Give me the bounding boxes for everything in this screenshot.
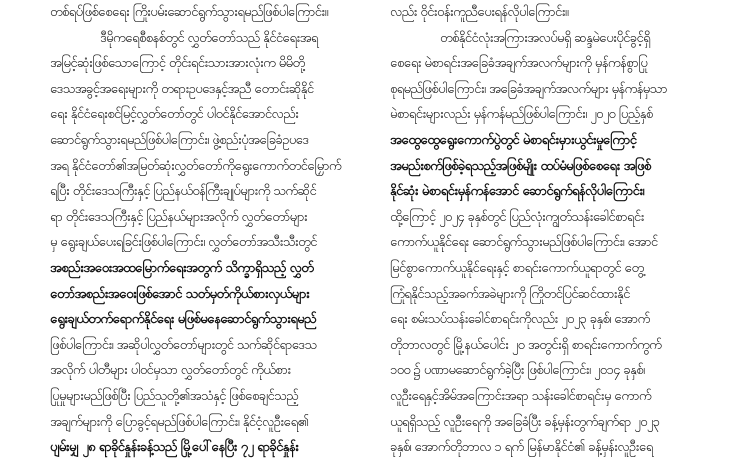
left-text-column <box>50 0 385 461</box>
text-line: နိုင်ဆုံး မဲစာရင်းမှန်ကန်အောင် ဆောင်ရွက်ရန်လိုပါကြောင်း၊ <box>390 184 644 200</box>
text-line: အစည်းအဝေးအထမြောက်ရေးအတွက် သိက္ခာရှိသည့် လွှတ် <box>50 260 314 276</box>
text-line: ခုနှစ်၊ အောက်တိုဘာလ ၁ ရက် မြန်မာနိုင်ငံ၏ ခန့်မှန်းလူဦးရေ <box>390 440 653 456</box>
text-line: စုရမည်ဖြစ်ပါကြောင်း၊ အခြေခံအချက်အလက်များ မှန်ကန်မှသာ <box>390 81 667 97</box>
text-line: အမြင့်ဆုံးဖြစ်သောကြောင့် တိုင်းရင်းသားအားလုံးက မိမိတို့ <box>50 56 305 72</box>
text-line: ယူရရှိသည့် လူဦးရေကို အခြေခံပြီး ခန့်မှန်းတွက်ချက်ရာ ၂၀၂၃ <box>390 414 660 430</box>
text-line: တစ်ရပ်ဖြစ်စေရေး ကြိုးပမ်းဆောင်ရွက်သွားရမည်ဖြစ်ပါကြောင်း။ <box>50 5 328 20</box>
text-line: ဖြစ်ပါကြောင်း၊ အဆိုပါလွှတ်တော်များတွင် သက်ဆိုင်ရာဒေသ <box>50 337 317 353</box>
text-line: ၁၀၀ ၌ ပဏာမဆောင်ရွက်ခဲ့ပြီး ဖြစ်ပါကြောင်း၊ ၂၀၁၄ ခုနှစ်၊ <box>390 363 645 379</box>
text-line: ဆောင်ရွက်သွားရမည်ဖြစ်ပါကြောင်း၊ ဖွဲ့စည်းပုံအခြေခံဥပဒေ <box>50 132 309 148</box>
text-line: ရပြီး တိုင်းဒေသကြီးနှင့် ပြည်နယ်ဝန်ကြီးချုပ်များကို သက်ဆိုင် <box>50 184 317 200</box>
text-line: ရေး နိုင်ငံရေးစင်မြင့်လွှတ်တော်တွင် ပါဝင်နိုင်အောင်လည်း <box>50 107 299 123</box>
text-line: ရာ တိုင်းဒေသကြီးနှင့် ပြည်နယ်များအလိုက် လွှတ်တော်များ <box>50 209 308 225</box>
text-line: မဲစာရင်းများလည်း မှန်ကန်မည်ဖြစ်ပါကြောင်း၊ ၂၀၂၀ ပြည့်နှစ် <box>390 107 653 123</box>
text-line: အလိုက် ပါတီများ ပါဝင်မှသာ လွှတ်တော်တွင် ကိုယ်စား <box>50 363 291 379</box>
right-text-column <box>390 0 725 461</box>
text-line: ကောက်ယူနိုင်ရေး ဆောင်ရွက်သွားမည်ဖြစ်ပါကြောင်း၊ အောင် <box>390 235 658 251</box>
text-line: ပျမ်းမျှ ၂၈ ရာခိုင်နှုန်းခန့်သည် မြို့ပေါ်နေပြီး ၇၂ ရာခိုင်နှုန်း <box>50 440 299 456</box>
text-line: လူဦးရေနှင့်အိမ်အကြောင်းအရာ သန်းခေါင်စာရင်းမှ ကောက် <box>390 388 651 404</box>
text-line: မှ ရွေးချယ်ပေးရခြင်းဖြစ်ပါကြောင်း၊ လွှတ်တော်အသီးသီးတွင် <box>50 235 317 251</box>
text-line: ရေး စမ်းသပ်သန်းခေါင်စာရင်းကိုလည်း ၂၀၂၃ ခုနှစ်၊ အောက် <box>390 312 650 328</box>
text-line: ဒီမိုကရေစီစနစ်တွင် လွှတ်တော်သည် နိုင်ငံရေးအရ <box>100 30 318 46</box>
text-line: ထို့ကြောင့် ၂၀၂၄ ခုနှစ်တွင် ပြည်လုံးကျွတ်သန်းခေါင်စာရင်း <box>390 209 644 225</box>
text-line: တိုဘာလတွင် မြို့နယ်ပေါင်း ၂၀ အတွင်းရှိ စာရင်းကောက်ကွက် <box>390 337 662 353</box>
text-line: ကြုံရနိုင်သည့်အခက်အခဲများကို ကြိုတင်ပြင်ဆင်ထားနိုင် <box>390 286 630 302</box>
text-line: တစ်နိုင်ငံလုံးအကြားအလပ်မရှိ ဆန္ဒမဲပေးပိုင်ခွင့်ရှိ <box>440 30 650 46</box>
text-line: တော်အစည်းအဝေးဖြစ်အောင် သတ်မှတ်ကိုယ်စားလှယ်များ <box>50 286 310 302</box>
text-line: လည်း ဝိုင်းဝန်းကူညီပေးရန်လိုပါကြောင်း။ <box>390 5 569 20</box>
text-line: အထွေထွေရွေးကောက်ပွဲတွင် မဲစာရင်းမှားယွင်းမှုကြောင့် <box>390 132 637 148</box>
text-line: ရွေးချယ်တက်ရောက်နိုင်ရေး မဖြစ်မနေဆောင်ရွက်သွားရမည် <box>50 312 317 328</box>
text-line: ပြုမှုများမည်ဖြစ်ပြီး ပြည်သူတို့၏အသံနှင့် ဖြစ်စေချင်သည့် <box>50 388 299 404</box>
text-line: ဒေသအခွင့်အရေးများကို တရားဥပဒေနှင့်အညီ တောင်းဆိုနိုင် <box>50 81 314 97</box>
text-line: အမည်းစက်ဖြစ်ခဲ့ရသည့်အဖြစ်မျိုး ထပ်မံမဖြစ်စေရေး အဖြစ် <box>390 158 651 174</box>
text-line: အချက်များကို ပြောခွင့်ရမည်ဖြစ်ပါကြောင်း၊ နိုင်ငံ့လူဦးရေ၏ <box>50 414 309 430</box>
text-line: စေရေး မဲစာရင်းအခြေခံအချက်အလက်များကို မှန်ကန်စွာပြု <box>390 56 648 72</box>
text-line: မြင်စွာကောက်ယူနိုင်ရေးနှင့် စာရင်းကောက်ယူရာတွင် တွေ့ <box>390 260 644 276</box>
text-line: အရ နိုင်ငံတော်၏အမြတ်ဆုံးလွှတ်တော်ကိုရွေးကောက်တင်မြှောက် <box>50 158 341 174</box>
